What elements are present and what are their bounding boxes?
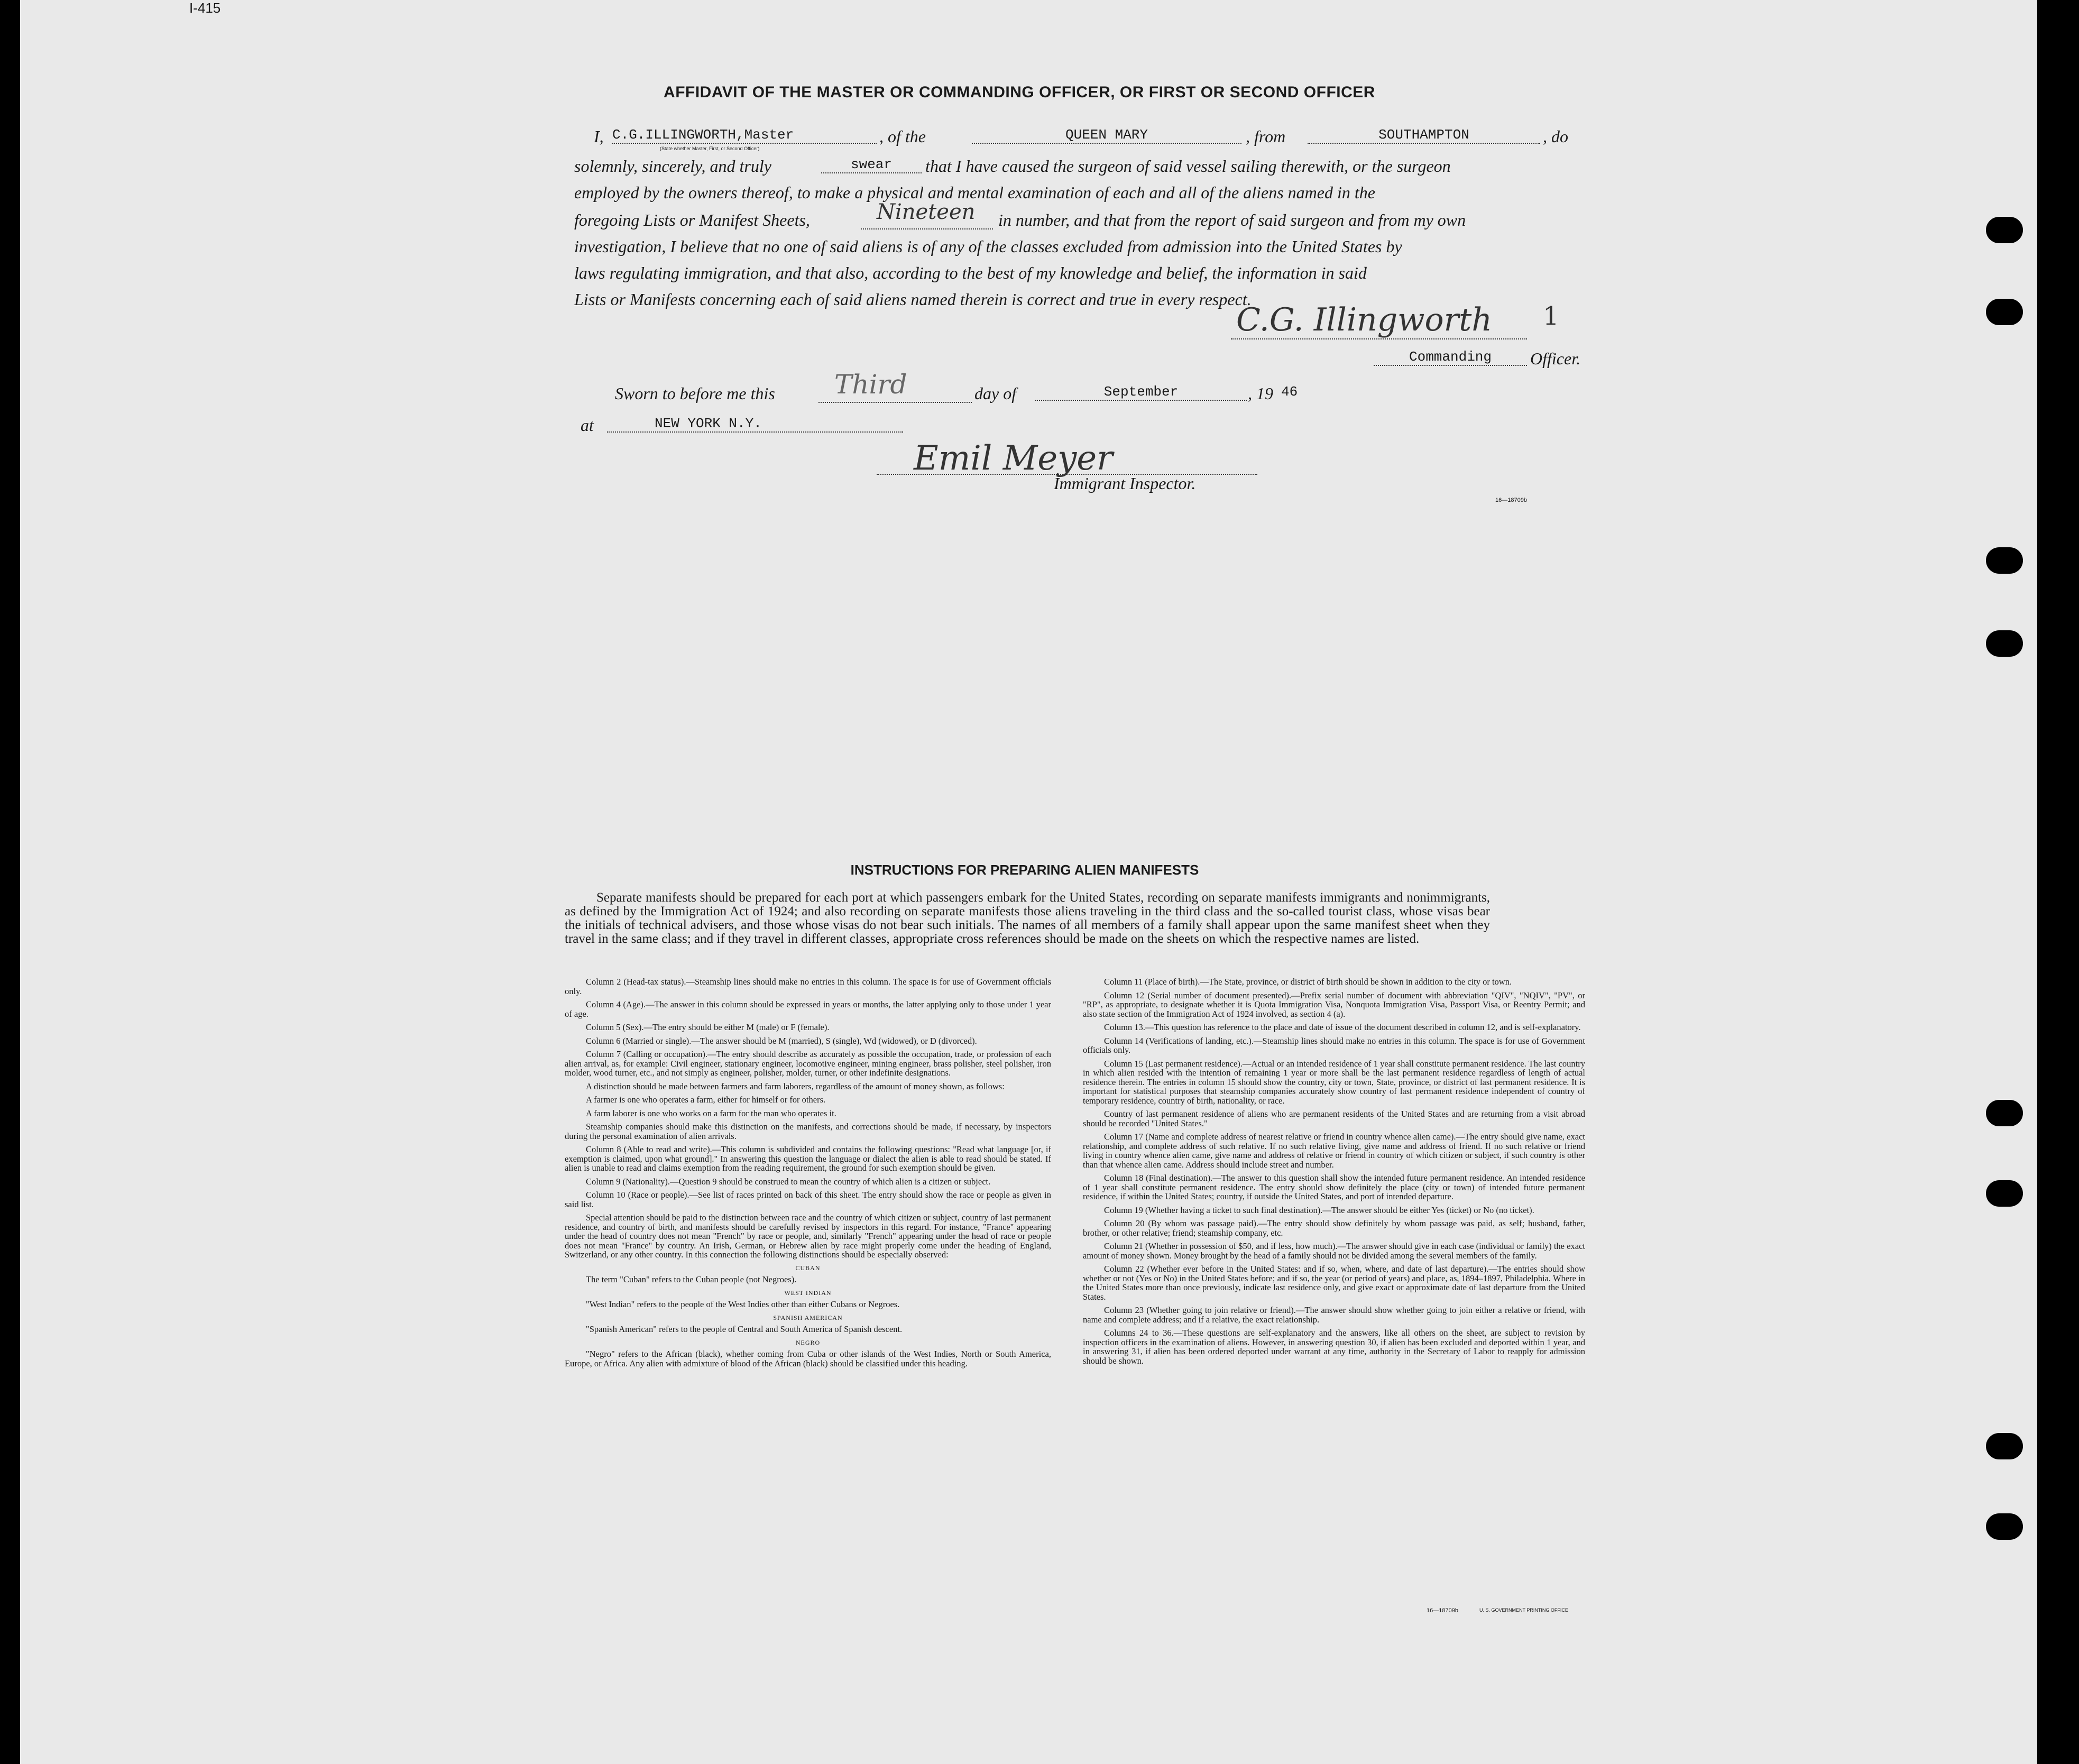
negro-heading: NEGRO bbox=[795, 1338, 821, 1346]
year-field[interactable]: 46 bbox=[1281, 384, 1298, 400]
instructions-left-column bbox=[565, 977, 1051, 1372]
binder-hole bbox=[1986, 299, 2023, 325]
col13-note: Column 13.—This question has reference to the place and date of issue of the document described in column 12, and is self-explanatory. bbox=[1104, 1022, 1581, 1032]
master-signature: C.G. Illingworth bbox=[1236, 301, 1493, 338]
col11-note: Column 11 (Place of birth).—The State, province, or district of birth should be shown in addition to the city or town. bbox=[1104, 977, 1512, 987]
col19-note: Column 19 (Whether having a ticket to such final destination).—The answer should be either Yes (ticket) or No (no ticket). bbox=[1104, 1205, 1534, 1215]
col2-note: Column 2 (Head-tax status).—Steamship lines should make no entries in this column. The space is for use of Government officials only. bbox=[565, 977, 1051, 996]
oath-field[interactable]: swear bbox=[821, 157, 922, 173]
port-field[interactable]: SOUTHAMPTON bbox=[1308, 127, 1540, 144]
affidavit-of-the: , of the bbox=[879, 127, 926, 146]
us-residence-note: Country of last permanent residence of aliens who are permanent residents of the United States and are returning from a visit abroad should be recorded "United States." bbox=[1083, 1109, 1585, 1128]
col10-note: Column 10 (Race or people).—See list of races printed on back of this sheet. The entry should show the race or people as given in said list. bbox=[565, 1190, 1051, 1209]
binder-hole bbox=[1986, 1100, 2023, 1126]
at-label: at bbox=[581, 416, 594, 435]
col15-note: Column 15 (Last permanent residence).—Actual or an intended residence of 1 year shall constitute permanent residence. The last country in which alien resided with the intention of remaining 1 year or more shall be the last permanent residence regardless of length of actual residence therein. The entries in column 15 should show the country, city or town, State, province, or district of last permanent residence. It is important for statistical purposes that steamship companies accurately show country of last permanent residence independent of country of temporary residence, country of birth, nationality, or race. bbox=[1083, 1058, 1585, 1106]
col4-note: Column 4 (Age).—The answer in this column should be expressed in years or months, the latter applying only to those under 1 year of age. bbox=[565, 999, 1051, 1019]
west-indian-text: "West Indian" refers to the people of the West Indies other than either Cubans or Negroes. bbox=[586, 1299, 900, 1309]
affidavit-from: , from bbox=[1246, 127, 1286, 146]
col14-note: Column 14 (Verifications of landing, etc.).—Steamship lines should make no entries in this column. The space is for use of Government officials only. bbox=[1083, 1035, 1585, 1055]
sworn-month-field[interactable]: September bbox=[1035, 384, 1247, 401]
col12-note: Column 12 (Serial number of document presented).—Prefix serial number of document with abbreviation "QIV", "NQIV", "PV", or "RP", as appropriate, to designate whether it is Quota Immigration Visa, Nonquota Immigration Visa, Passport Visa, or Reentry Permit; and also state section of the Immigration Act of 1924 involved, as section 4 (a). bbox=[1083, 990, 1585, 1019]
cuban-text: The term "Cuban" refers to the Cuban people (not Negroes). bbox=[586, 1274, 797, 1284]
affidavit-form-code: 16—18709b bbox=[1495, 497, 1527, 503]
col6-note: Column 6 (Married or single).—The answer should be M (married), S (single), Wd (widowed), or D (divorced). bbox=[586, 1035, 977, 1046]
col23-note: Column 23 (Whether going to join relative or friend).—The answer should show whether going to join either a relative or friend, with name and complete address; and if a relative, the exact relationship. bbox=[1083, 1305, 1585, 1325]
signature-line bbox=[1231, 338, 1527, 339]
instructions-right-column bbox=[1083, 977, 1585, 1370]
col21-note: Column 21 (Whether in possession of $50, and if less, how much).—The answer should give in each case (individual or family) the exact amount of money shown. Money brought by the head of a family should not be divided among the several members of the family. bbox=[1083, 1241, 1585, 1261]
officer-title-field[interactable]: Commanding bbox=[1374, 349, 1527, 366]
affidavit-line3: employed by the owners thereof, to make a physical and mental examination of each and all of the aliens named in the bbox=[574, 183, 1375, 202]
officer-hint: (State whether Master, First, or Second Officer) bbox=[660, 146, 760, 151]
col24-36-note: Columns 24 to 36.—These questions are self-explanatory and the answers, like all others on the sheet, are subject to revision by inspection officers in the examination of aliens. However, in answering question 30, if alien has been excluded and deported within 1 year, and in answering 31, if alien has been ordered deported under warrant at any time, authority in the Secretary of Labor to reapply for admission should be shown. bbox=[1083, 1328, 1585, 1366]
form-number: I-415 bbox=[189, 0, 221, 16]
binder-hole bbox=[1986, 630, 2023, 657]
affidavit-line2a: solemnly, sincerely, and truly bbox=[574, 157, 771, 176]
affidavit-line5: investigation, I believe that no one of said aliens is of any of the classes excluded from admission into the United States by bbox=[574, 237, 1402, 256]
binder-hole bbox=[1986, 217, 2023, 243]
affidavit-do: , do bbox=[1543, 127, 1568, 146]
instructions-title: INSTRUCTIONS FOR PREPARING ALIEN MANIFESTS bbox=[850, 862, 1199, 878]
inspector-label: Immigrant Inspector. bbox=[1054, 474, 1196, 493]
vessel-field[interactable]: QUEEN MARY bbox=[972, 127, 1241, 144]
affidavit-line4a: foregoing Lists or Manifest Sheets, bbox=[574, 210, 810, 229]
sworn-prefix: Sworn to before me this bbox=[615, 384, 775, 403]
affidavit-line7: Lists or Manifests concerning each of said aliens named therein is correct and true in every respect. bbox=[574, 290, 1252, 309]
spanish-american-heading: SPANISH AMERICAN bbox=[773, 1313, 843, 1321]
affidavit-title: AFFIDAVIT OF THE MASTER OR COMMANDING OFFICER, OR FIRST OR SECOND OFFICER bbox=[664, 84, 1375, 101]
col5-note: Column 5 (Sex).—The entry should be either M (male) or F (female). bbox=[586, 1022, 830, 1032]
officer-title-suffix: Officer. bbox=[1530, 349, 1581, 368]
farmer-definition: A farmer is one who operates a farm, either for himself or for others. bbox=[586, 1095, 826, 1105]
binder-hole bbox=[1986, 1180, 2023, 1207]
col8-note: Column 8 (Able to read and write).—This column is subdivided and contains the following questions: "Read what language [or, if exemption is claimed, upon what ground]." In answering this question the language or dialect the alien is able to read should be stated. If alien is unable to read and claims exemption from the reading requirement, the ground for such exemption should be given. bbox=[565, 1144, 1051, 1173]
spanish-american-text: "Spanish American" refers to the people of Central and South America of Spanish descent. bbox=[586, 1324, 903, 1334]
document-page bbox=[20, 0, 2037, 1764]
footer-office: U. S. GOVERNMENT PRINTING OFFICE bbox=[1479, 1607, 1568, 1613]
col17-note: Column 17 (Name and complete address of nearest relative or friend in country whence alien came).—The entry should give name, exact relationship, and complete address of such relative. If no such relative living, give name and address of friend. If no such relative or friend living in country whence alien came, give name and address of relative or friend in country of which citizen or subject, if such country is other than that whence alien came. Address should include street and number. bbox=[1083, 1132, 1585, 1170]
affidavit-line6: laws regulating immigration, and that also, according to the best of my knowledge and belief, the information in said bbox=[574, 263, 1367, 282]
place-field[interactable]: NEW YORK N.Y. bbox=[607, 416, 903, 433]
race-country-note: Special attention should be paid to the distinction between race and the country of which citizen or subject, country of last permanent residence, and country of birth, and manifests should be carefully revised by inspectors in this regard. For instance, "France" appearing under the head of country does not mean "French" by race or people, and, similarly "French" appearing under the head of race or people does not mean "France" by country. An Irish, German, or Hebrew alien by race might properly come under the heading of England, Switzerland, or any other country. In this connection the following distinctions should be especially observed: bbox=[565, 1212, 1051, 1260]
affidavit-line2b: that I have caused the surgeon of said vessel sailing therewith, or the surgeon bbox=[925, 157, 1451, 176]
farmer-distinction: A distinction should be made between farmers and farm laborers, regardless of the amount of money shown, as follows: bbox=[586, 1081, 1005, 1091]
officer-name-field[interactable]: C.G.ILLINGWORTH,Master bbox=[612, 127, 877, 144]
west-indian-heading: WEST INDIAN bbox=[784, 1289, 832, 1297]
col20-note: Column 20 (By whom was passage paid).—The entry should show definitely by whom passage was paid, as self; husband, father, brother, or other relative; friend; steamship company, etc. bbox=[1083, 1218, 1585, 1238]
col18-note: Column 18 (Final destination).—The answer to this question shall show the intended future permanent residence. An intended residence of 1 year shall constitute permanent residence. The entry should show definitely the place (city or town) of intended future permanent residence, if within the United States; country, if outside the United States, and port of intended departure. bbox=[1083, 1173, 1585, 1201]
year-prefix: , 19 bbox=[1248, 384, 1273, 403]
col7-note: Column 7 (Calling or occupation).—The entry should describe as accurately as possible the occupation, trade, or profession of each alien arrival, as, for example: Civil engineer, stationary engineer, locomotive engineer, mining engineer, brass polisher, steel polisher, iron molder, wood turner, etc., and not simply as engineer, polisher, molder, turner, or other indefinite designations. bbox=[565, 1049, 1051, 1078]
day-of-label: day of bbox=[974, 384, 1017, 403]
instructions-intro: Separate manifests should be prepared for each port at which passengers embark for the United States, recording on separate manifests immigrants and nonimmigrants, as defined by the Immigration Act of 1924; and also recording on separate manifests those aliens traveling in the third class and the so-called tourist class, whose visas bear the initials of technical advisers, and those whose visas do not bear such initials. The names of all members of a family shall appear upon the same manifest sheet when they travel in the same class; and if they travel in different classes, appropriate cross references should be made on the sheets on which the respective names are listed. bbox=[565, 890, 1490, 946]
col22-note: Column 22 (Whether ever before in the United States: and if so, when, where, and date of last departure).—The entries should show whether or not (Yes or No) in the United States before; and if so, the year (or period of years) and place, as, 1894–1897, Philadelphia. Where in the United States more than once previously, indicate last residence only, and give exact or approximate date of last departure from the United States. bbox=[1083, 1264, 1585, 1302]
farm-laborer-definition: A farm laborer is one who works on a farm for the man who operates it. bbox=[586, 1108, 836, 1118]
negro-text: "Negro" refers to the African (black), whether coming from Cuba or other islands of the West Indies, North or South America, Europe, or Africa. Any alien with admixture of blood of the African (black) should be classified under this heading. bbox=[565, 1349, 1051, 1368]
inspector-signature: Emil Meyer bbox=[914, 439, 1113, 478]
signature-mark: 1 bbox=[1543, 301, 1559, 331]
binder-hole bbox=[1986, 547, 2023, 574]
footer-code: 16—18709b bbox=[1427, 1607, 1458, 1614]
steamship-distinction: Steamship companies should make this distinction on the manifests, and corrections should be made, if necessary, by inspectors during the personal examination of alien arrivals. bbox=[565, 1122, 1051, 1141]
cuban-heading: CUBAN bbox=[795, 1264, 821, 1272]
binder-hole bbox=[1986, 1513, 2023, 1540]
sworn-day-handwriting: Third bbox=[834, 369, 907, 400]
affidavit-line4b: in number, and that from the report of said surgeon and from my own bbox=[998, 210, 1466, 229]
sheet-count-handwriting: Nineteen bbox=[877, 200, 976, 224]
col9-note: Column 9 (Nationality).—Question 9 should be construed to mean the country of which alien is a citizen or subject. bbox=[586, 1176, 991, 1187]
binder-hole bbox=[1986, 1433, 2023, 1459]
affidavit-i: I, bbox=[594, 127, 604, 146]
